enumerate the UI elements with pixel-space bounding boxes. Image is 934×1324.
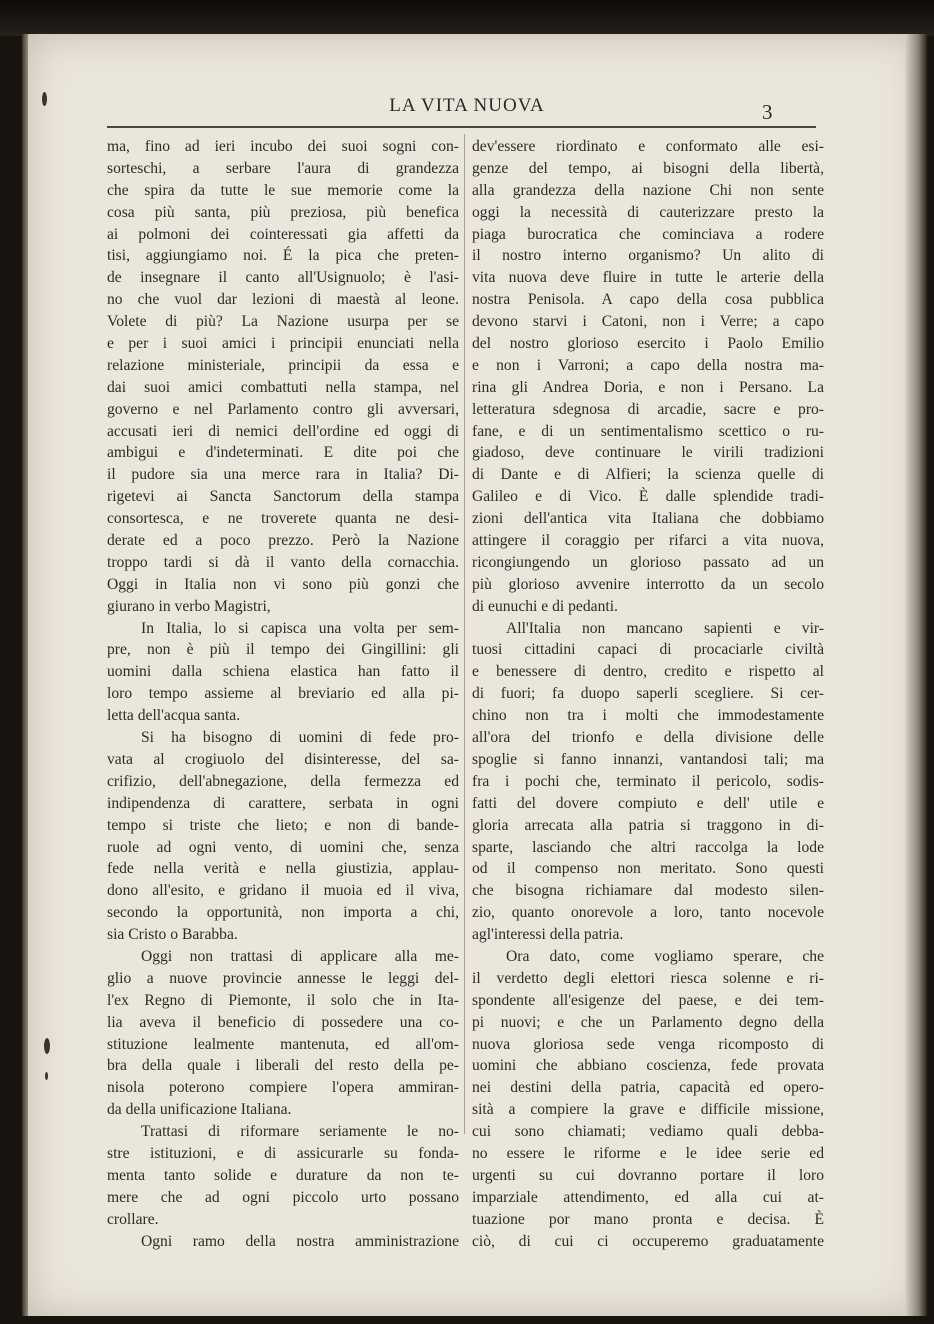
text-line: Oggi non trattasi di applicare alla me- [141,947,459,965]
text-line: crollare. [107,1210,159,1228]
text-line: sità a compiere la grave e difficile missione, [472,1101,824,1119]
text-line: ricongiungendo un glorioso passato ad un [472,553,824,571]
margin-speck [42,92,47,106]
text-line: governo e nel Parlamento contro gli avversari, [107,400,459,418]
text-line: crifizio, dell'abnegazione, della fermezza ed [107,772,459,790]
text-line: giurano in verbo Magistri, [107,597,271,615]
text-line: del nostro glorioso esercito i Paolo Emilio [472,335,824,353]
text-line: bra della quale i liberali del resto della pe- [107,1057,459,1075]
text-line: troppo tardi si dà il vanto della cornacchia. [107,553,459,571]
text-column-right [472,136,824,1252]
text-line: nostra Penisola. A capo della cosa pubblica [472,291,824,309]
text-line: pi nuovi; e che un Parlamento degno della [472,1013,824,1031]
text-line: de insegnare il canto all'Usignuolo; è l'asi- [107,269,459,287]
text-line: Oggi in Italia non vi sono più gonzi che [107,575,459,593]
text-line: e benessere di dentro, credito e rispetto al [472,663,824,681]
text-line: alla grandezza della nazione Chi non sente [472,181,824,199]
page-right-edge [905,34,927,1316]
text-line: urgenti su cui dovranno portare il loro [472,1166,824,1184]
text-line: cosa più santa, più preziosa, più benefica [107,203,459,221]
text-line: giadoso, deve continuare le virili tradizioni [472,444,824,462]
text-line: che spira da tutte le sue memorie come la [107,181,459,199]
text-line: vita nuova deve fluire in tutte le arterie della [472,269,824,287]
text-line: e per i suoi amici i principii enunciati nella [107,335,459,353]
text-line: ruole ad ogni vento, di uomini che, senza [107,838,459,856]
text-line: il pudore sia una merce rara in Italia? Di- [107,466,459,484]
text-line: vata al crogiuolo del disinteresse, del sa- [107,750,459,768]
text-line: no che vuol dar lezioni di maestà al leone. [107,291,459,309]
page-number: 3 [762,100,773,124]
text-line: sia Cristo o Barabba. [107,926,238,944]
scan-top-shadow [0,0,934,36]
text-line: Ogni ramo della nostra amministrazione [141,1232,459,1250]
header-rule [107,126,816,128]
text-line: In Italia, lo si capisca una volta per sem- [141,619,459,637]
text-line: spondente all'esigenze del paese, e dei tem- [472,991,824,1009]
text-line: dev'essere riordinato e conformato alle esi- [472,138,824,155]
text-line: ma, fino ad ieri incubo dei suoi sogni con- [107,138,459,155]
text-line: tuazione por mano pronta e decisa. È [472,1210,824,1228]
text-line: sorteschi, a serbare l'aura di grandezza [107,159,459,177]
text-line: imparziale attendimento, ed alla cui at- [472,1188,824,1206]
text-line: pre, non è più il tempo dei Gingillini: gli [107,641,459,659]
running-header-title: LA VITA NUOVA [389,95,545,116]
text-line: fane, e di un sentimentalismo scettico o ru- [472,422,824,440]
text-line: che bisogna richiamare dal modesto silen- [472,882,824,900]
text-line: menta tanto solide e durature da non te- [107,1166,459,1184]
text-line: il verdetto degli elettori riesca solenne e ri- [472,969,824,987]
text-line: di Dante e di Alfieri; la scienza quelle di [472,466,824,484]
text-line: derate ed a poco prezzo. Però la Nazione [107,532,459,550]
text-line: agl'interessi della patria. [472,926,624,944]
text-line: di eunuchi e di pedanti. [472,597,618,615]
text-line: tuosi cittadini capaci di procaciarle civiltà [472,641,824,659]
text-line: Trattasi di riformare seriamente le no- [141,1123,459,1141]
text-line: letteratura sdegnosa di arcadie, sacre e pro- [472,400,824,418]
text-line: nuova gloriosa sede venga ricomposto di [472,1035,824,1053]
text-line: fede nella verità e nella giustizia, applau- [107,860,459,878]
text-line: fra i pochi che, terminato il pericolo, sodis- [472,772,824,790]
text-line: piaga burocratica che cominciava a rodere [472,225,824,243]
text-line: accusati ieri di nemici dell'ordine ed oggi di [107,422,459,440]
column-divider [464,134,465,1134]
text-line: ai polmoni dei cointeressati gia affetti da [107,225,459,243]
text-line: od il compenso non meritato. Sono questi [472,860,824,878]
text-line: ciò, di cui ci occuperemo graduatamente [472,1232,824,1250]
text-line: glio a nuove provincie annesse le leggi del- [107,969,459,987]
text-line: nei destini della patria, capacità ed opero- [472,1079,824,1097]
text-line: sparte, lasciando che altri raccolga la lode [472,838,824,856]
text-line: stre istituzioni, e di assicurarle su fonda- [107,1144,459,1162]
text-line: chino non tra i molti che immodestamente [472,707,824,725]
text-column-left [107,136,459,1252]
text-line: no essere le riforme e le idee serie ed [472,1144,824,1162]
text-line: e non i Varroni; a capo della nostra ma- [472,356,824,374]
text-line: All'Italia non mancano sapienti e vir- [506,619,824,637]
text-line: Volete di più? La Nazione usurpa per se [107,313,459,331]
text-line: oggi la necessità di cauterizzare presto la [472,203,824,221]
text-line: letta dell'acqua santa. [107,707,241,725]
text-line: gloria arrecata alla patria si traggono in di- [472,816,824,834]
text-line: relazione ministeriale, principii da essa e [107,356,459,374]
text-line: rigetevi ai Sancta Sanctorum della stampa [107,488,459,506]
text-line: all'ora del trionfo e della divisione delle [472,729,824,747]
text-line: genze del tempo, ai bisogni della libertà, [472,159,824,177]
text-line: l'ex Regno di Piemonte, il solo che in Ita- [107,991,459,1009]
text-line: attingere il coraggio per rifarci a vita nuova, [472,532,824,550]
text-line: consortesca, e ne troverete quanta ne desi- [107,510,459,528]
text-line: il nostro interno organismo? Un alito di [472,247,824,265]
text-line: Galileo e di Vico. È dalle splendide tradi- [472,488,824,506]
text-line: spoglie si fanno innanzi, vantandosi tali; ma [472,750,824,768]
text-line: loro tempo assieme al breviario ed alla pi- [107,685,459,703]
text-line: di fuori; fa duopo saperli scegliere. Si cer- [472,685,824,703]
text-line: nisola poterono compiere l'opera ammiran- [107,1079,459,1097]
text-line: Ora dato, come vogliamo sperare, che [506,947,824,965]
text-line: indipendenza di carattere, serbata in ogni [107,794,459,812]
text-line: tempo si triste che lieto; e non di bande- [107,816,459,834]
text-line: fatti del dovere compiuto e dell' utile e [472,794,824,812]
text-line: cui sono chiamati; vediamo quali debba- [472,1123,824,1141]
text-line: dai suoi amici combattuti nella stampa, nel [107,378,459,396]
text-line: dono all'esito, e gridano il muoia ed il viva, [107,882,459,900]
text-line: da della unificazione Italiana. [107,1101,292,1119]
text-line: rina gli Andrea Doria, e non i Persano. La [472,378,824,396]
text-line: secondo la opportunità, non importa a chi, [107,904,459,922]
text-line: zio, quanto onorevole a loro, tanto nocevole [472,904,824,922]
text-line: uomini che abbiano coscienza, fede provata [472,1057,824,1075]
text-line: ambigui e d'indeterminati. E dite poi che [107,444,459,462]
text-line: mere che ad ogni piccolo urto possano [107,1188,459,1206]
text-line: devono starvi i Catoni, non i Verre; a capo [472,313,824,331]
text-line: uomini dalla schiena elastica han fatto il [107,663,459,681]
text-line: lia aveva il beneficio di possedere una co- [107,1013,459,1031]
text-line: più glorioso avvenire interrotto da un secolo [472,575,824,593]
margin-speck [45,1072,48,1080]
text-line: tisi, aggiungiamo noi. É la pica che preten- [107,247,459,265]
text-line: zioni dell'antica vita Italiana che dobbiamo [472,510,824,528]
text-line: stituzione lealmente mantenuta, ed all'om- [107,1035,459,1053]
margin-speck [44,1038,50,1054]
text-line: Si ha bisogno di uomini di fede pro- [141,729,459,747]
